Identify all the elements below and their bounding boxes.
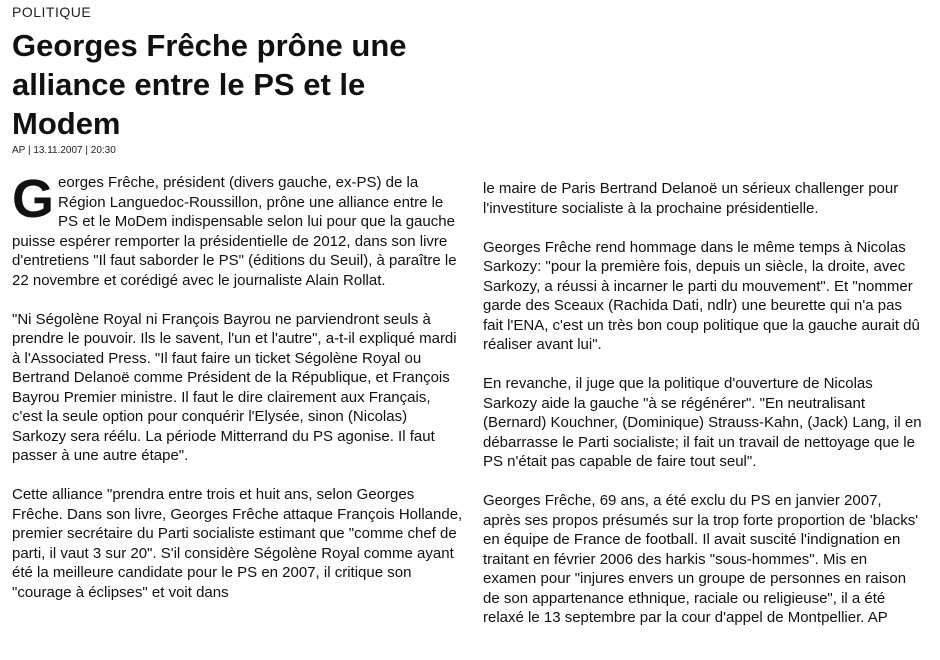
paragraph-7: Georges Frêche, 69 ans, a été exclu du PS en janvier 2007, après ses propos présumés sur la trop forte proportion de 'blacks' en équipe de France de football. Il avait suscité l'indignation en traitant en février 2006 des harkis "sous-hommes". Mis en examen pour "injures envers un groupe de personnes en raison de son appartenance ethnique, raciale ou religieuse", il a été relaxé le 13 septembre par la cour d'appel de Montpellier. AP: [483, 492, 919, 626]
article-column-right: [483, 179, 923, 647]
headline: Georges Frêche prône une alliance entre le PS et le Modem: [12, 28, 407, 141]
paragraph-1-text: eorges Frêche, président (divers gauche, ex-PS) de la Région Languedoc-Roussillon, prône une alliance entre le PS et le MoDem indispensable selon lui pour que la gauche puisse espérer remporter la présidentielle de 2012, dans son livre d'entretiens "Il faut saborder le PS" (éditions du Seuil), à paraître le 22 novembre et corédigé avec le journaliste Alain Rollat.: [12, 174, 457, 289]
paragraph-1: [12, 169, 464, 290]
paragraph-6: En revanche, il juge que la politique d'ouverture de Nicolas Sarkozy aide la gauche "à se régénérer". "En neutralisant (Bernard) Kouchner, (Dominique) Strauss-Kahn, (Jack) Lang, il en débarrasse le Parti socialiste; il fait un travail de nettoyage que le PS n'était pas capable de faire tout seul".: [483, 375, 922, 470]
byline: AP | 13.11.2007 | 20:30: [12, 145, 116, 156]
paragraph-3: Cette alliance "prendra entre trois et huit ans, selon Georges Frêche. Dans son livre, Georges Frêche attaque François Hollande, premier secrétaire du Parti socialiste estimant que "comme chef de parti, il vaut 3 sur 20". S'il considère Ségolène Royal comme ayant été la meilleure candidate pour le PS en 2007, il critique son "courage à éclipses" et voit dans: [12, 486, 463, 601]
section-label: POLITIQUE: [12, 4, 92, 20]
drop-cap: G: [12, 169, 55, 229]
paragraph-4: le maire de Paris Bertrand Delanoë un sérieux challenger pour l'investiture socialiste à la prochaine présidentielle.: [483, 180, 899, 217]
article-column-left: [12, 169, 464, 622]
paragraph-5: Georges Frêche rend hommage dans le même temps à Nicolas Sarkozy: "pour la première fois, depuis un siècle, la droite, avec Sarkozy, a réussi à incarner le parti du mouvement". Et "nommer garde des Sceaux (Rachida Dati, ndlr) une beurette qui n'a pas fait l'ENA, c'est un très bon coup politique que la gauche aurait dû réaliser avant lui".: [483, 238, 920, 353]
paragraph-2: "Ni Ségolène Royal ni François Bayrou ne parviendront seuls à prendre le pouvoir. Ils le savent, l'un et l'autre", a-t-il expliqué mardi à l'Associated Press. "Il faut faire un ticket Ségolène Royal ou Bertrand Delanoë comme Président de la République, et François Bayrou Premier ministre. Il faut le dire clairement aux Français, c'est la seule option pour conquérir l'Elysée, sinon (Nicolas) Sarkozy sera réélu. La période Mitterrand du PS agonise. Il faut passer à une autre étape".: [12, 310, 457, 464]
